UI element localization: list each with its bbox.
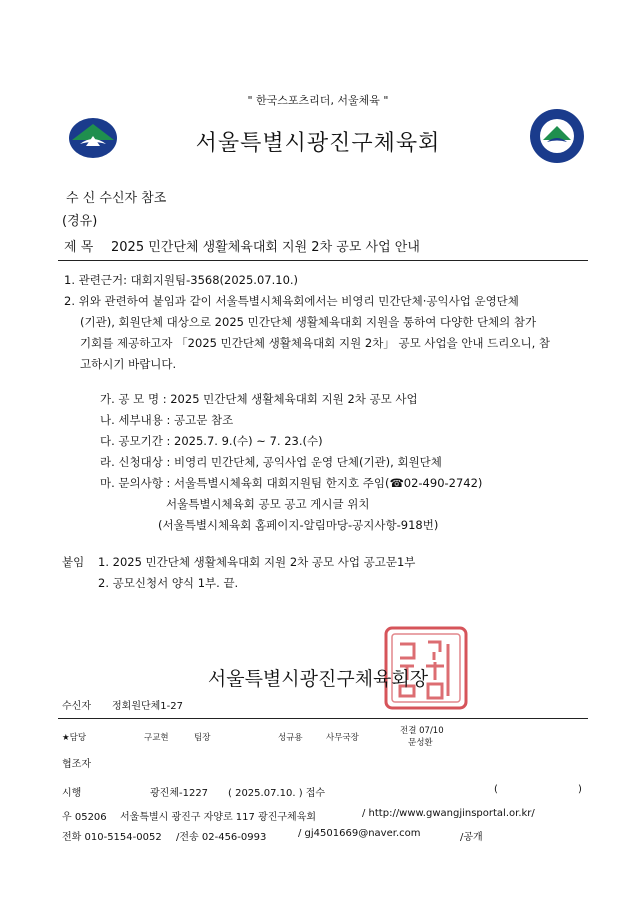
detail-b: 나. 세부내용 : 공고문 참조 xyxy=(100,413,234,427)
footer-address: 서울특별시 광진구 자양로 117 광진구체육회 xyxy=(120,812,317,823)
approval-approver-name: 문성환 xyxy=(408,738,433,748)
footer-zip: 우 05206 xyxy=(62,812,107,823)
item-1: 1. 관련근거: 대회지원팀-3568(2025.07.10.) xyxy=(64,273,299,287)
recipients-value: 정회원단체1-27 xyxy=(112,701,183,712)
sender-title: 서울특별시광진구체육회장 xyxy=(207,668,429,690)
receipt-paren-close: ) xyxy=(578,784,582,795)
approval-drafter: ★담당 xyxy=(62,733,87,743)
receipt-paren-open: ( xyxy=(494,784,498,795)
approval-drafter-name: 구교현 xyxy=(144,733,169,743)
footer-fax: /전송 02-456-0993 xyxy=(176,832,267,843)
cooperator-label: 협조자 xyxy=(62,759,91,770)
attachment-label: 붙임 xyxy=(62,555,85,569)
recipient-line: 수 신 수신자 참조 xyxy=(66,191,167,206)
approval-approver-date: 전결 07/10 xyxy=(400,726,444,736)
detail-e-cont-2: (서울특별시체육회 홈페이지-알림마당-공지사항-918번) xyxy=(158,518,439,532)
detail-c: 다. 공모기간 : 2025.7. 9.(수) ~ 7. 23.(수) xyxy=(100,434,323,448)
item-2-cont-2: 기회를 제공하고자 「2025 민간단체 생활체육대회 지원 2차」 공모 사업을 안내 드리오니, 참 xyxy=(80,336,551,350)
attachment-2: 2. 공모신청서 양식 1부. 끝. xyxy=(98,576,239,590)
footer-url[interactable]: / http://www.gwangjinsportal.or.kr/ xyxy=(362,808,535,819)
enforce-label: 시행 xyxy=(62,788,82,799)
detail-a: 가. 공 모 명 : 2025 민간단체 생활체육대회 지원 2차 공모 사업 xyxy=(100,392,418,406)
attachment-1: 1. 2025 민간단체 생활체육대회 지원 2차 공모 사업 공고문1부 xyxy=(98,555,416,569)
item-2: 2. 위와 관련하여 붙임과 같이 서울특별시체육회에서는 비영리 민간단체·공익사업 운영단체 xyxy=(64,294,519,308)
detail-d: 라. 신청대상 : 비영리 민간단체, 공익사업 운영 단체(기관), 회원단체 xyxy=(100,455,442,469)
subject-label: 제 목 xyxy=(64,240,94,255)
enforce-date: ( 2025.07.10. ) 접수 xyxy=(228,788,326,799)
item-2-cont-3: 고하시기 바랍니다. xyxy=(80,357,177,371)
org-emblem-right-icon xyxy=(529,108,585,164)
detail-e: 마. 문의사항 : 서울특별시체육회 대회지원팀 한지호 주임(☎02-490-2742) xyxy=(100,476,483,490)
recipients-divider xyxy=(58,718,588,719)
recipients-label: 수신자 xyxy=(62,701,91,712)
approval-reviewer1-name: 성규용 xyxy=(278,733,303,743)
org-title: 서울특별시광진구체육회 xyxy=(195,131,441,156)
footer-email[interactable]: / gj4501669@naver.com xyxy=(298,828,421,839)
approval-reviewer2: 사무국장 xyxy=(326,733,359,743)
slogan: " 한국스포츠리더, 서울체육 " xyxy=(247,94,389,107)
detail-e-cont-1: 서울특별시체육회 공모 공고 게시글 위치 xyxy=(166,497,370,511)
item-2-cont-1: (기관), 회원단체 대상으로 2025 민간단체 생활체육대회 지원을 통하여 다양한 단체의 참가 xyxy=(80,315,537,329)
footer-public: /공개 xyxy=(460,832,483,843)
header-divider xyxy=(58,260,588,261)
subject-text: 2025 민간단체 생활체육대회 지원 2차 공모 사업 안내 xyxy=(111,240,420,255)
enforce-value: 광진체-1227 xyxy=(150,788,209,799)
via-line: (경유) xyxy=(62,214,98,229)
approval-reviewer1: 팀장 xyxy=(194,733,211,743)
footer-tel: 전화 010-5154-0052 xyxy=(62,832,162,843)
